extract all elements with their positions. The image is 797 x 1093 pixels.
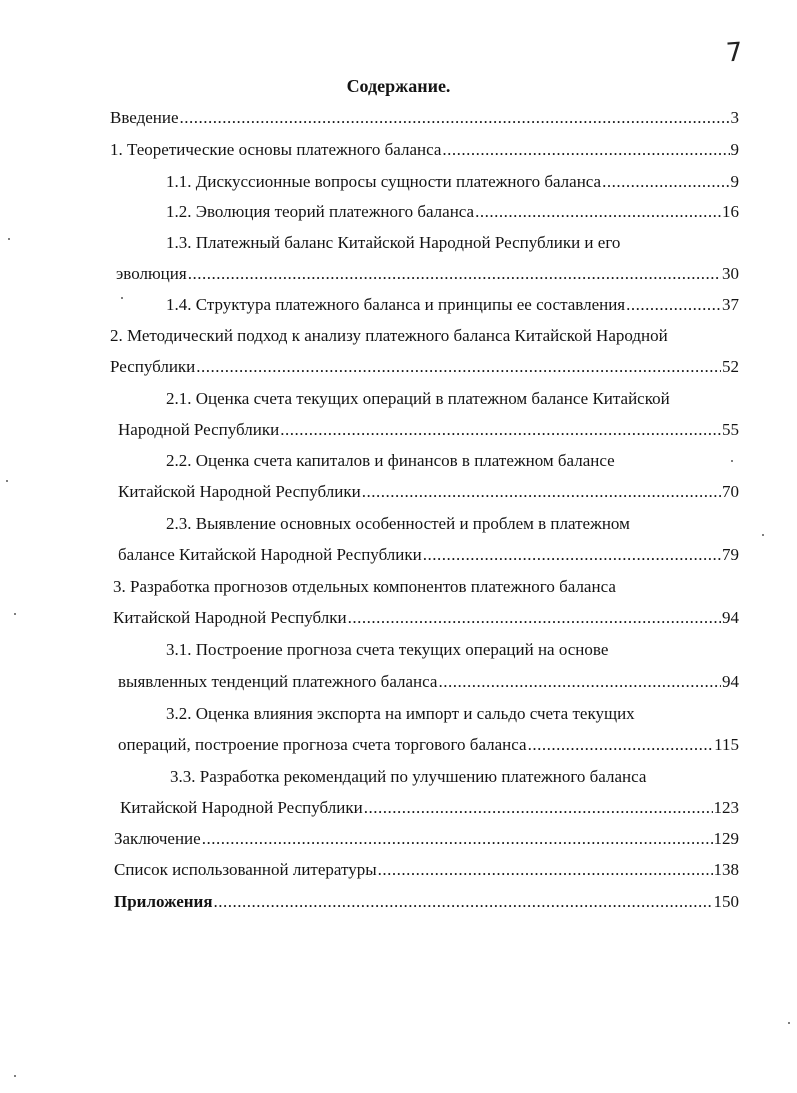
scan-speck bbox=[731, 460, 733, 462]
toc-entry-text: операций, построение прогноза счета торгового баланса bbox=[118, 735, 527, 754]
toc-page-number: 94 bbox=[722, 608, 739, 627]
toc-entry-section-2-2[interactable] bbox=[118, 480, 739, 504]
toc-leader-dots bbox=[475, 200, 721, 224]
scan-speck bbox=[121, 297, 123, 299]
toc-leader-dots bbox=[602, 170, 729, 194]
toc-page-number: 3 bbox=[730, 108, 739, 127]
scan-speck bbox=[6, 480, 8, 482]
toc-leader-dots bbox=[626, 293, 721, 317]
toc-entry-text: Список использованной литературы bbox=[114, 860, 377, 879]
toc-leader-dots bbox=[362, 480, 721, 504]
toc-entry-section-2-2-line1[interactable]: 2.2. Оценка счета капиталов и финансов в платежном балансе bbox=[166, 451, 615, 470]
toc-entry-section-3-3[interactable] bbox=[120, 796, 739, 820]
toc-leader-dots bbox=[423, 543, 721, 567]
toc-page-number: 16 bbox=[722, 202, 739, 221]
toc-entry-text: Китайской Народной Республики bbox=[118, 482, 361, 501]
toc-leader-dots bbox=[442, 138, 729, 162]
toc-leader-dots bbox=[180, 106, 730, 130]
toc-entry-section-2-3-line1[interactable]: 2.3. Выявление основных особенностей и проблем в платежном bbox=[166, 514, 630, 533]
toc-entry-conclusion[interactable] bbox=[114, 827, 739, 851]
toc-entry-chapter-2-line1[interactable]: 2. Методический подход к анализу платежного баланса Китайской Народной bbox=[110, 326, 668, 345]
toc-page-number: 37 bbox=[722, 295, 739, 314]
toc-entry-text: Народной Республики bbox=[118, 420, 280, 439]
toc-entry-section-3-2-line1[interactable]: 3.2. Оценка влияния экспорта на импорт и сальдо счета текущих bbox=[166, 704, 635, 723]
toc-entry-section-1-3[interactable] bbox=[116, 262, 739, 286]
toc-title: Содержание. bbox=[346, 76, 451, 96]
toc-entry-section-1-4[interactable] bbox=[166, 293, 739, 317]
toc-leader-dots bbox=[214, 890, 713, 914]
toc-leader-dots bbox=[378, 858, 713, 882]
toc-entry-text: Введение bbox=[110, 108, 179, 127]
toc-entry-text: 1.2. Эволюция теорий платежного баланса bbox=[166, 202, 475, 221]
toc-leader-dots bbox=[202, 827, 713, 851]
toc-entry-appendices[interactable] bbox=[114, 890, 739, 914]
toc-page-number: 52 bbox=[722, 357, 739, 376]
toc-entry-section-3-2[interactable] bbox=[118, 733, 739, 757]
toc-page-number: 150 bbox=[713, 892, 739, 911]
toc-entry-text: Заключение bbox=[114, 829, 201, 848]
toc-page-number: 129 bbox=[713, 829, 739, 848]
toc-entry-chapter-3-line1[interactable]: 3. Разработка прогнозов отдельных компонентов платежного баланса bbox=[113, 577, 616, 596]
toc-page-number: 70 bbox=[722, 482, 739, 501]
toc-entry-text: балансе Китайской Народной Республики bbox=[118, 545, 422, 564]
toc-entry-text: 1. Теоретические основы платежного баланса bbox=[110, 140, 442, 159]
toc-entry-section-2-1[interactable] bbox=[118, 418, 739, 442]
toc-entry-text: Республики bbox=[110, 357, 196, 376]
toc-page-number: 94 bbox=[722, 672, 739, 691]
toc-entry-section-3-1[interactable] bbox=[118, 670, 739, 694]
toc-entry-section-1-2[interactable] bbox=[166, 200, 739, 224]
handwritten-page-number: 7 bbox=[724, 37, 744, 69]
toc-leader-dots bbox=[364, 796, 713, 820]
toc-page-number: 138 bbox=[713, 860, 739, 879]
toc-entry-text: эволюция bbox=[116, 264, 187, 283]
toc-entry-chapter-3[interactable] bbox=[113, 606, 739, 630]
toc-entry-text: 1.4. Структура платежного баланса и принципы ее составления bbox=[166, 295, 626, 314]
toc-entry-text: Китайской Народной Республки bbox=[113, 608, 347, 627]
scan-speck bbox=[788, 1022, 790, 1024]
toc-entry-text: Китайской Народной Республики bbox=[120, 798, 363, 817]
toc-entry-text: выявленных тенденций платежного баланса bbox=[118, 672, 438, 691]
toc-entry-references[interactable] bbox=[114, 858, 739, 882]
toc-leader-dots bbox=[280, 418, 721, 442]
toc-leader-dots bbox=[438, 670, 721, 694]
toc-leader-dots bbox=[348, 606, 721, 630]
toc-entry-section-1-1[interactable] bbox=[166, 170, 739, 194]
toc-leader-dots bbox=[196, 355, 721, 379]
toc-page-number: 115 bbox=[714, 735, 739, 754]
toc-page-number: 123 bbox=[713, 798, 739, 817]
scan-speck bbox=[762, 534, 764, 536]
scan-speck bbox=[8, 238, 10, 240]
toc-page-number: 79 bbox=[722, 545, 739, 564]
toc-page-number: 9 bbox=[730, 172, 739, 191]
toc-entry-intro[interactable] bbox=[110, 106, 739, 130]
toc-entry-chapter-1[interactable] bbox=[110, 138, 739, 162]
toc-entry-section-2-1-line1[interactable]: 2.1. Оценка счета текущих операций в платежном балансе Китайской bbox=[166, 389, 670, 408]
toc-entry-section-1-3-line1[interactable]: 1.3. Платежный баланс Китайской Народной Республики и его bbox=[166, 233, 621, 252]
toc-entry-section-2-3[interactable] bbox=[118, 543, 739, 567]
scan-speck bbox=[14, 613, 16, 615]
toc-entry-text: Приложения bbox=[114, 892, 213, 911]
toc-entry-section-3-3-line1[interactable]: 3.3. Разработка рекомендаций по улучшению платежного баланса bbox=[170, 767, 647, 786]
toc-page-number: 9 bbox=[730, 140, 739, 159]
toc-entry-text: 1.1. Дискуссионные вопросы сущности платежного баланса bbox=[166, 172, 602, 191]
scan-speck bbox=[14, 1075, 16, 1077]
toc-page-number: 55 bbox=[722, 420, 739, 439]
toc-entry-section-3-1-line1[interactable]: 3.1. Построение прогноза счета текущих операций на основе bbox=[166, 640, 609, 659]
toc-leader-dots bbox=[528, 733, 714, 757]
toc-page-number: 30 bbox=[722, 264, 739, 283]
toc-leader-dots bbox=[188, 262, 721, 286]
toc-entry-chapter-2[interactable] bbox=[110, 355, 739, 379]
